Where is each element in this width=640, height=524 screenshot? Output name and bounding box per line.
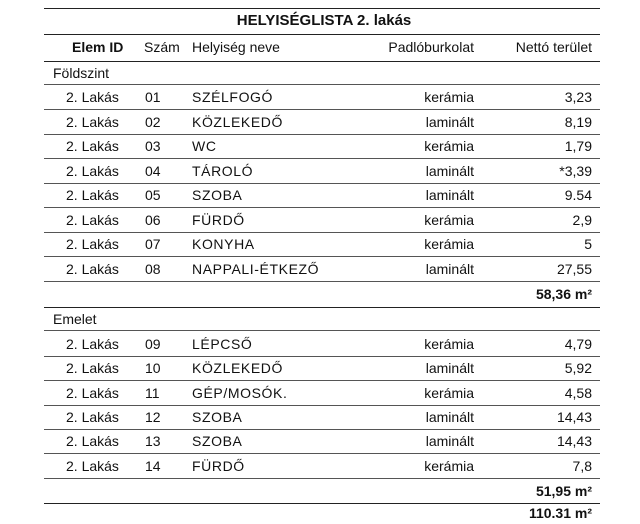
row-id: 2. Lakás — [66, 89, 119, 105]
row-id: 2. Lakás — [66, 260, 119, 277]
row-flooring: laminált — [425, 260, 474, 277]
row-flooring: kerámia — [424, 211, 474, 228]
page-title: HELYISÉGLISTA 2. lakás — [236, 12, 412, 29]
section-upper-rule — [44, 330, 600, 331]
header-name: Helyiség neve — [192, 39, 280, 55]
grand-total — [44, 502, 600, 524]
row-number: 06 — [145, 211, 161, 228]
row-flooring: kerámia — [424, 336, 474, 352]
table-row — [44, 455, 600, 477]
row-room-name: TÁROLÓ — [192, 162, 254, 179]
row-net-area: 7,8 — [572, 457, 592, 474]
table-row — [44, 135, 600, 157]
row-net-area: 14,43 — [556, 408, 592, 425]
row-number: 07 — [145, 236, 161, 252]
row-flooring: laminált — [425, 162, 474, 179]
upper-subtotal-value: 51,95 m² — [535, 483, 592, 499]
row-flooring: laminált — [425, 360, 474, 377]
row-net-area: 8,19 — [564, 113, 592, 130]
row-id: 2. Lakás — [66, 408, 119, 425]
row-room-name: FÜRDŐ — [192, 457, 245, 474]
row-number: 02 — [145, 113, 161, 130]
row-flooring: laminált — [425, 113, 474, 130]
row-id: 2. Lakás — [66, 187, 119, 203]
row-room-name: SZOBA — [192, 433, 243, 450]
ground-subtotal-value: 58,36 m² — [535, 286, 592, 302]
row-room-name: FÜRDŐ — [192, 211, 245, 228]
row-id: 2. Lakás — [66, 336, 119, 352]
row-number: 03 — [145, 138, 161, 154]
row-room-name: SZOBA — [192, 187, 243, 203]
row-flooring: laminált — [425, 187, 474, 203]
section-ground-label: Földszint — [53, 65, 110, 81]
row-room-name: KÖZLEKEDŐ — [192, 113, 283, 130]
row-room-name: NAPPALI-ÉTKEZŐ — [192, 260, 320, 277]
table-row — [44, 430, 600, 452]
row-flooring: kerámia — [424, 384, 474, 401]
table-row — [44, 233, 600, 255]
row-net-area: 1,79 — [564, 138, 592, 154]
section-ground-rule — [44, 84, 600, 85]
row-id: 2. Lakás — [66, 211, 119, 228]
table-row — [44, 382, 600, 404]
row-room-name: KÖZLEKEDŐ — [192, 360, 283, 377]
row-number: 14 — [145, 457, 161, 474]
ground-subtotal-rule — [44, 307, 600, 308]
row-room-name: GÉP/MOSÓK. — [192, 384, 288, 401]
row-net-area: 27,55 — [556, 260, 592, 277]
row-flooring: laminált — [425, 408, 474, 425]
row-number: 13 — [145, 433, 161, 450]
row-net-area: 9.54 — [564, 187, 592, 203]
row-id: 2. Lakás — [66, 162, 119, 179]
table-row — [44, 111, 600, 133]
section-upper-label: Emelet — [53, 311, 97, 327]
row-flooring: kerámia — [424, 457, 474, 474]
row-room-name: WC — [192, 138, 217, 154]
row-flooring: kerámia — [424, 236, 474, 252]
table-row — [44, 406, 600, 428]
row-flooring: kerámia — [424, 89, 474, 105]
row-net-area: 5,92 — [564, 360, 592, 377]
row-number: 09 — [145, 336, 161, 352]
row-net-area: *3,39 — [559, 162, 592, 179]
header-floor: Padlóburkolat — [388, 39, 474, 55]
table-row — [44, 86, 600, 108]
row-id: 2. Lakás — [66, 384, 119, 401]
row-number: 08 — [145, 260, 161, 277]
row-id: 2. Lakás — [66, 360, 119, 377]
row-flooring: kerámia — [424, 138, 474, 154]
table-row — [44, 333, 600, 355]
row-number: 11 — [145, 384, 160, 401]
row-room-name: SZOBA — [192, 408, 243, 425]
ground-subtotal — [44, 283, 600, 305]
row-room-name: LÉPCSŐ — [192, 336, 253, 352]
table-row — [44, 258, 600, 280]
table-row — [44, 160, 600, 182]
row-net-area: 4,79 — [564, 336, 592, 352]
row-number: 05 — [145, 187, 161, 203]
row-number: 12 — [145, 408, 161, 425]
header-id: Elem ID — [72, 39, 124, 55]
row-number: 10 — [145, 360, 161, 377]
row-number: 01 — [145, 89, 161, 105]
row-net-area: 5 — [584, 236, 592, 252]
row-flooring: laminált — [425, 433, 474, 450]
table-header — [44, 36, 600, 58]
title-rule — [44, 34, 600, 35]
header-num: Szám — [144, 39, 180, 55]
upper-subtotal — [44, 480, 600, 502]
row-id: 2. Lakás — [66, 138, 119, 154]
row-net-area: 14,43 — [556, 433, 592, 450]
row-net-area: 3,23 — [564, 89, 592, 105]
row-net-area: 4,58 — [564, 384, 592, 401]
row-id: 2. Lakás — [66, 433, 119, 450]
header-area: Nettó terület — [515, 39, 592, 55]
row-id: 2. Lakás — [66, 457, 119, 474]
row-rule — [44, 281, 600, 282]
row-rule — [44, 478, 600, 479]
table-row — [44, 209, 600, 231]
row-room-name: SZÉLFOGÓ — [192, 89, 274, 105]
header-rule — [44, 61, 600, 62]
row-net-area: 2,9 — [572, 211, 592, 228]
row-number: 04 — [145, 162, 161, 179]
row-id: 2. Lakás — [66, 236, 119, 252]
grand-total-value: 110.31 m² — [528, 505, 592, 521]
row-room-name: KONYHA — [192, 236, 255, 252]
row-id: 2. Lakás — [66, 113, 119, 130]
table-row — [44, 184, 600, 206]
table-row — [44, 357, 600, 379]
